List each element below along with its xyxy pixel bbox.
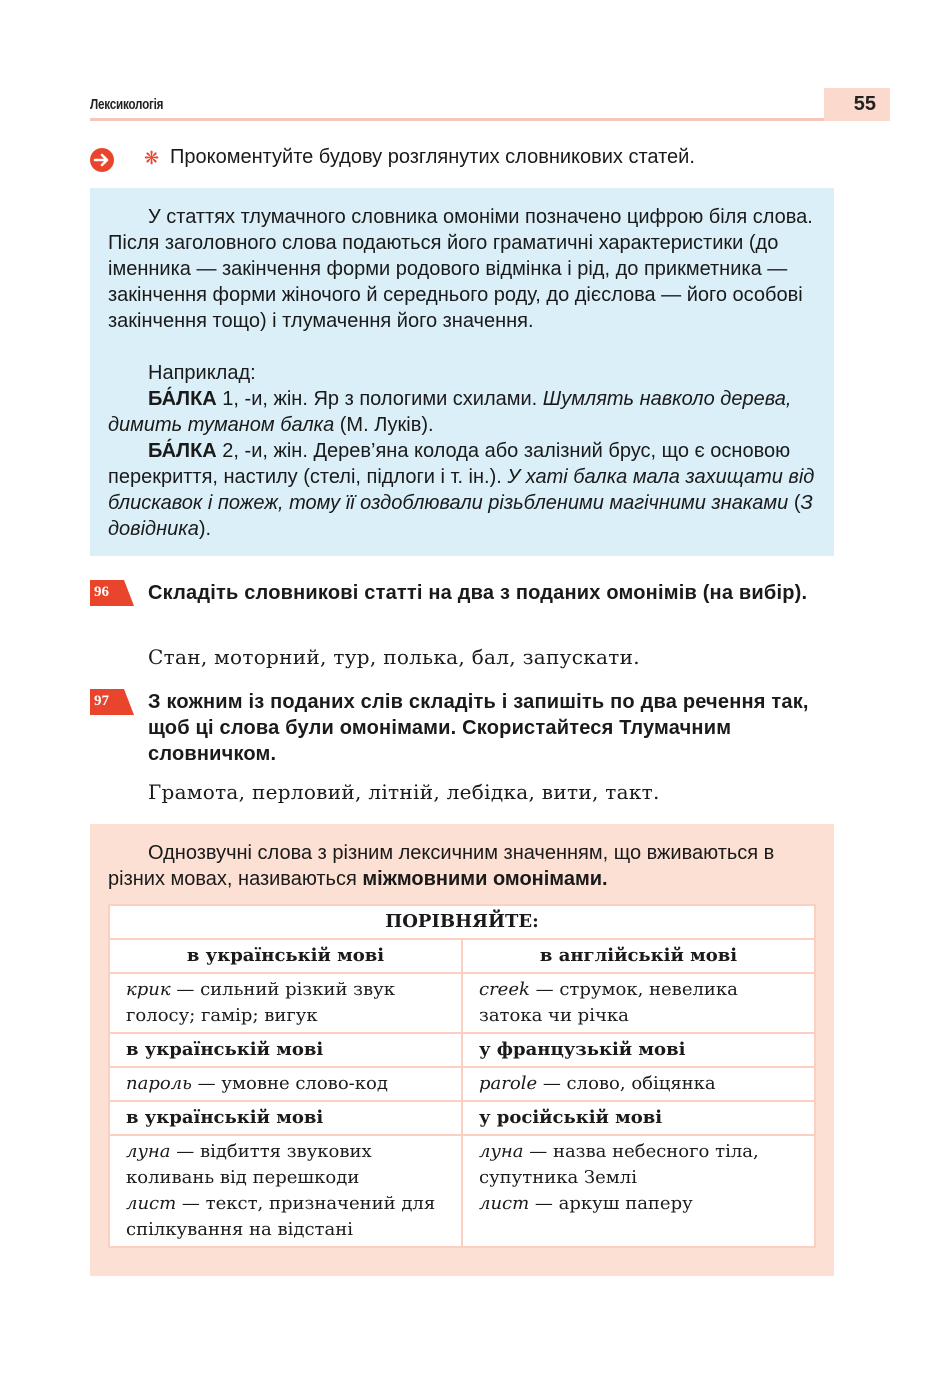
language-label: у французькій мові [462, 1033, 815, 1067]
entry-source: З довідника [108, 492, 813, 540]
homonym-word: parole [479, 1073, 538, 1094]
rule-box [90, 824, 834, 1276]
entry-headword: БА́ЛКА [148, 440, 217, 462]
homonym-word: крик [126, 979, 171, 1000]
exercise-text: Складіть словникові статті на два з поданих омонімів (на вибір). [148, 582, 808, 604]
task-text: Прокоментуйте будову розглянутих словникових статей. [170, 146, 695, 168]
language-header: в англійській мові [462, 939, 815, 973]
entry-quote: Шумлять навколо дерева, димить туманом балка [108, 388, 792, 436]
header-divider [90, 118, 890, 121]
page-number-box [824, 88, 890, 121]
exercise-number-badge: 96 [90, 580, 134, 606]
homonym-word: лист [126, 1193, 177, 1214]
homonym-word: пароль [126, 1073, 192, 1094]
homonym-word: луна [479, 1141, 524, 1162]
rule-term: міжмовними омонімами [362, 868, 603, 890]
exercise-words: Грамота, перловий, літній, лебідка, вити, такт. [148, 780, 660, 804]
table-row [109, 939, 815, 973]
arrow-right-icon [90, 148, 114, 172]
language-label: в українській мові [109, 1101, 462, 1135]
homonym-word: лист [479, 1193, 530, 1214]
table-cell: creek — струмок, невелика затока чи річка [462, 973, 815, 1033]
table-cell: пароль — умовне слово-код [109, 1067, 462, 1101]
homonym-word: creek [479, 979, 530, 1000]
language-label: в українській мові [109, 1033, 462, 1067]
exercise-words: Стан, моторний, тур, полька, бал, запускати. [148, 645, 640, 669]
table-cell: parole — слово, обіцянка [462, 1067, 815, 1101]
table-cell: крик — сильний різкий звук голосу; гамір; вигук [109, 973, 462, 1033]
language-label: у російській мові [462, 1101, 815, 1135]
exercise-text: З кожним із поданих слів складіть і запишіть по два речення так, щоб ці слова були омонімами. Скористайтеся Тлумачним словничком. [148, 691, 809, 765]
table-row [109, 1101, 815, 1135]
language-header: в українській мові [109, 939, 462, 973]
entry-headword: БА́ЛКА [148, 388, 217, 410]
entry-quote: У хаті балка мала захищати від блискавок і пожеж, тому її оздоблювали різьбленими магічними знаками [108, 466, 815, 514]
asterisk-bullet-icon: ❋ [144, 148, 160, 168]
exercise-number-badge: 97 [90, 689, 134, 715]
dictionary-entry-1: БА́ЛКА 1, -и, жін. Яр з пологими схилами. Шумлять навколо дерева, димить туманом балка (М. Луків). [108, 388, 792, 436]
table-cell: луна — назва небесного тіла, супутника Землі лист — аркуш паперу [462, 1135, 815, 1247]
task-instruction [90, 144, 850, 174]
info-paragraph: У статтях тлумачного словника омоніми позначено цифрою біля слова. Після заголовного слова подаються його граматичні характеристики (до іменника — закінчення форми родового відмінка і рід, до прикметника — закінчення форми жіночого й середнього роду, до дієслова — його особові закінчення тощо) і тлумачення його значення. [108, 206, 813, 332]
section-title: Лексикологія [90, 96, 164, 113]
page-header [90, 88, 890, 122]
info-box [90, 188, 834, 556]
page-number: 55 [853, 93, 876, 115]
table-cell: луна — відбиття звукових коливань від перешкоди лист — текст, призначений для спілкування на відстані [109, 1135, 462, 1247]
table-row [109, 1135, 815, 1247]
table-row [109, 1033, 815, 1067]
comparison-table [108, 904, 816, 1248]
rule-text: Однозвучні слова з різним лексичним значенням, що вживаються в різних мовах, називаються міжмовними омонімами. [108, 842, 775, 890]
homonym-word: луна [126, 1141, 171, 1162]
table-row [109, 1067, 815, 1101]
example-intro: Наприклад: [148, 362, 256, 384]
dictionary-entry-2: БА́ЛКА 2, -и, жін. Дерев’яна колода або залізний брус, що є основою перекриття, настилу (стелі, підлоги і т. ін.). У хаті балка мала захищати від блискавок і пожеж, тому її оздоблювали різьбленими магічними знаками (З довідника). [108, 440, 815, 540]
table-row [109, 973, 815, 1033]
table-title: ПОРІВНЯЙТЕ: [109, 905, 815, 939]
